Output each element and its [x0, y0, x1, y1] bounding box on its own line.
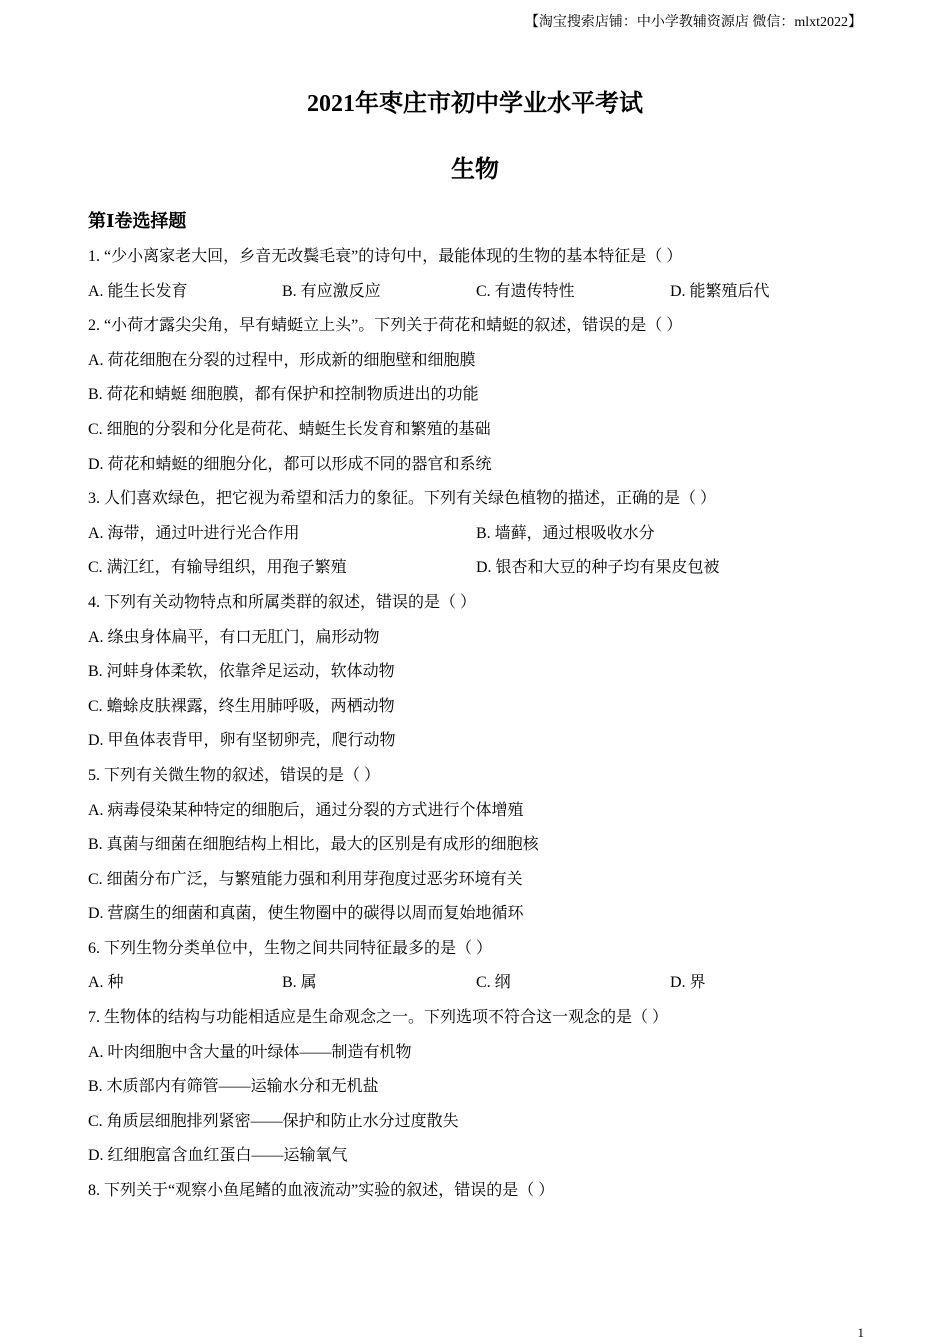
option: C. 细胞的分裂和分化是荷花、蜻蜓生长发育和繁殖的基础 [88, 420, 491, 438]
option: C. 纲 [476, 974, 511, 992]
options-row [88, 520, 868, 555]
question-list [88, 243, 868, 1212]
option: B. 真菌与细菌在细胞结构上相比，最大的区别是有成形的细胞核 [88, 836, 539, 854]
option: B. 有应激反应 [282, 282, 381, 300]
question-stem: 6. 下列生物分类单位中，生物之间共同特征最多的是（ ） [88, 939, 493, 957]
option: C. 角质层细胞排列紧密——保护和防止水分过度散失 [88, 1112, 459, 1130]
option: D. 界 [670, 974, 706, 992]
option: D. 营腐生的细菌和真菌，使生物圈中的碳得以周而复始地循环 [88, 905, 524, 923]
question-stem: 4. 下列有关动物特点和所属类群的叙述，错误的是（ ） [88, 593, 477, 611]
question-stem: 5. 下列有关微生物的叙述，错误的是（ ） [88, 766, 381, 784]
option: C. 有遗传特性 [476, 282, 575, 300]
option: A. 能生长发育 [88, 282, 188, 300]
question-stem: 7. 生物体的结构与功能相适应是生命观念之一。下列选项不符合这一观念的是（ ） [88, 1009, 669, 1027]
option: A. 病毒侵染某种特定的细胞后，通过分裂的方式进行个体增殖 [88, 801, 524, 819]
option: A. 海带，通过叶进行光合作用 [88, 524, 300, 542]
options-row [88, 278, 868, 313]
subject-title: 生物 [451, 157, 499, 183]
exam-title: 2021年枣庄市初中学业水平考试 [307, 91, 643, 117]
option: A. 荷花细胞在分裂的过程中，形成新的细胞壁和细胞膜 [88, 351, 476, 369]
option: C. 细菌分布广泛，与繁殖能力强和利用芽孢度过恶劣环境有关 [88, 870, 523, 888]
option: D. 银杏和大豆的种子均有果皮包被 [476, 559, 720, 577]
section-heading: 第Ⅰ卷选择题 [88, 211, 187, 231]
option: B. 河蚌身体柔软，依靠斧足运动，软体动物 [88, 663, 395, 681]
option: A. 叶肉细胞中含大量的叶绿体——制造有机物 [88, 1043, 412, 1061]
header-note: 【淘宝搜索店铺：中小学教辅资源店 微信：mlxt2022】 [524, 15, 862, 30]
option: A. 绦虫身体扁平，有口无肛门，扁形动物 [88, 628, 380, 646]
option: D. 荷花和蜻蜓的细胞分化，都可以形成不同的器官和系统 [88, 455, 492, 473]
options-row [88, 969, 868, 1004]
option: A. 种 [88, 974, 124, 992]
option: C. 蟾蜍皮肤裸露，终生用肺呼吸，两栖动物 [88, 697, 395, 715]
options-row [88, 554, 868, 589]
option: C. 满江红，有输导组织，用孢子繁殖 [88, 559, 347, 577]
question-stem: 8. 下列关于“观察小鱼尾鳍的血液流动”实验的叙述，错误的是（ ） [88, 1182, 555, 1200]
option: D. 红细胞富含血红蛋白——运输氧气 [88, 1147, 348, 1165]
option: B. 荷花和蜻蜓 细胞膜，都有保护和控制物质进出的功能 [88, 386, 479, 404]
option: D. 能繁殖后代 [670, 282, 770, 300]
option: B. 属 [282, 974, 317, 992]
question-stem: 3. 人们喜欢绿色，把它视为希望和活力的象征。下列有关绿色植物的描述，正确的是（ ） [88, 490, 717, 508]
option: B. 墙藓，通过根吸收水分 [476, 524, 655, 542]
page-number: 1 [857, 1325, 864, 1340]
question-stem: 1. “少小离家老大回，乡音无改鬓毛衰”的诗句中，最能体现的生物的基本特征是（ ） [88, 248, 683, 265]
question-stem: 2. “小荷才露尖尖角，早有蜻蜓立上头”。下列关于荷花和蜻蜓的叙述，错误的是（ ） [88, 317, 683, 335]
option: B. 木质部内有筛管——运输水分和无机盐 [88, 1078, 379, 1096]
option: D. 甲鱼体表背甲，卵有坚韧卵壳，爬行动物 [88, 732, 396, 750]
